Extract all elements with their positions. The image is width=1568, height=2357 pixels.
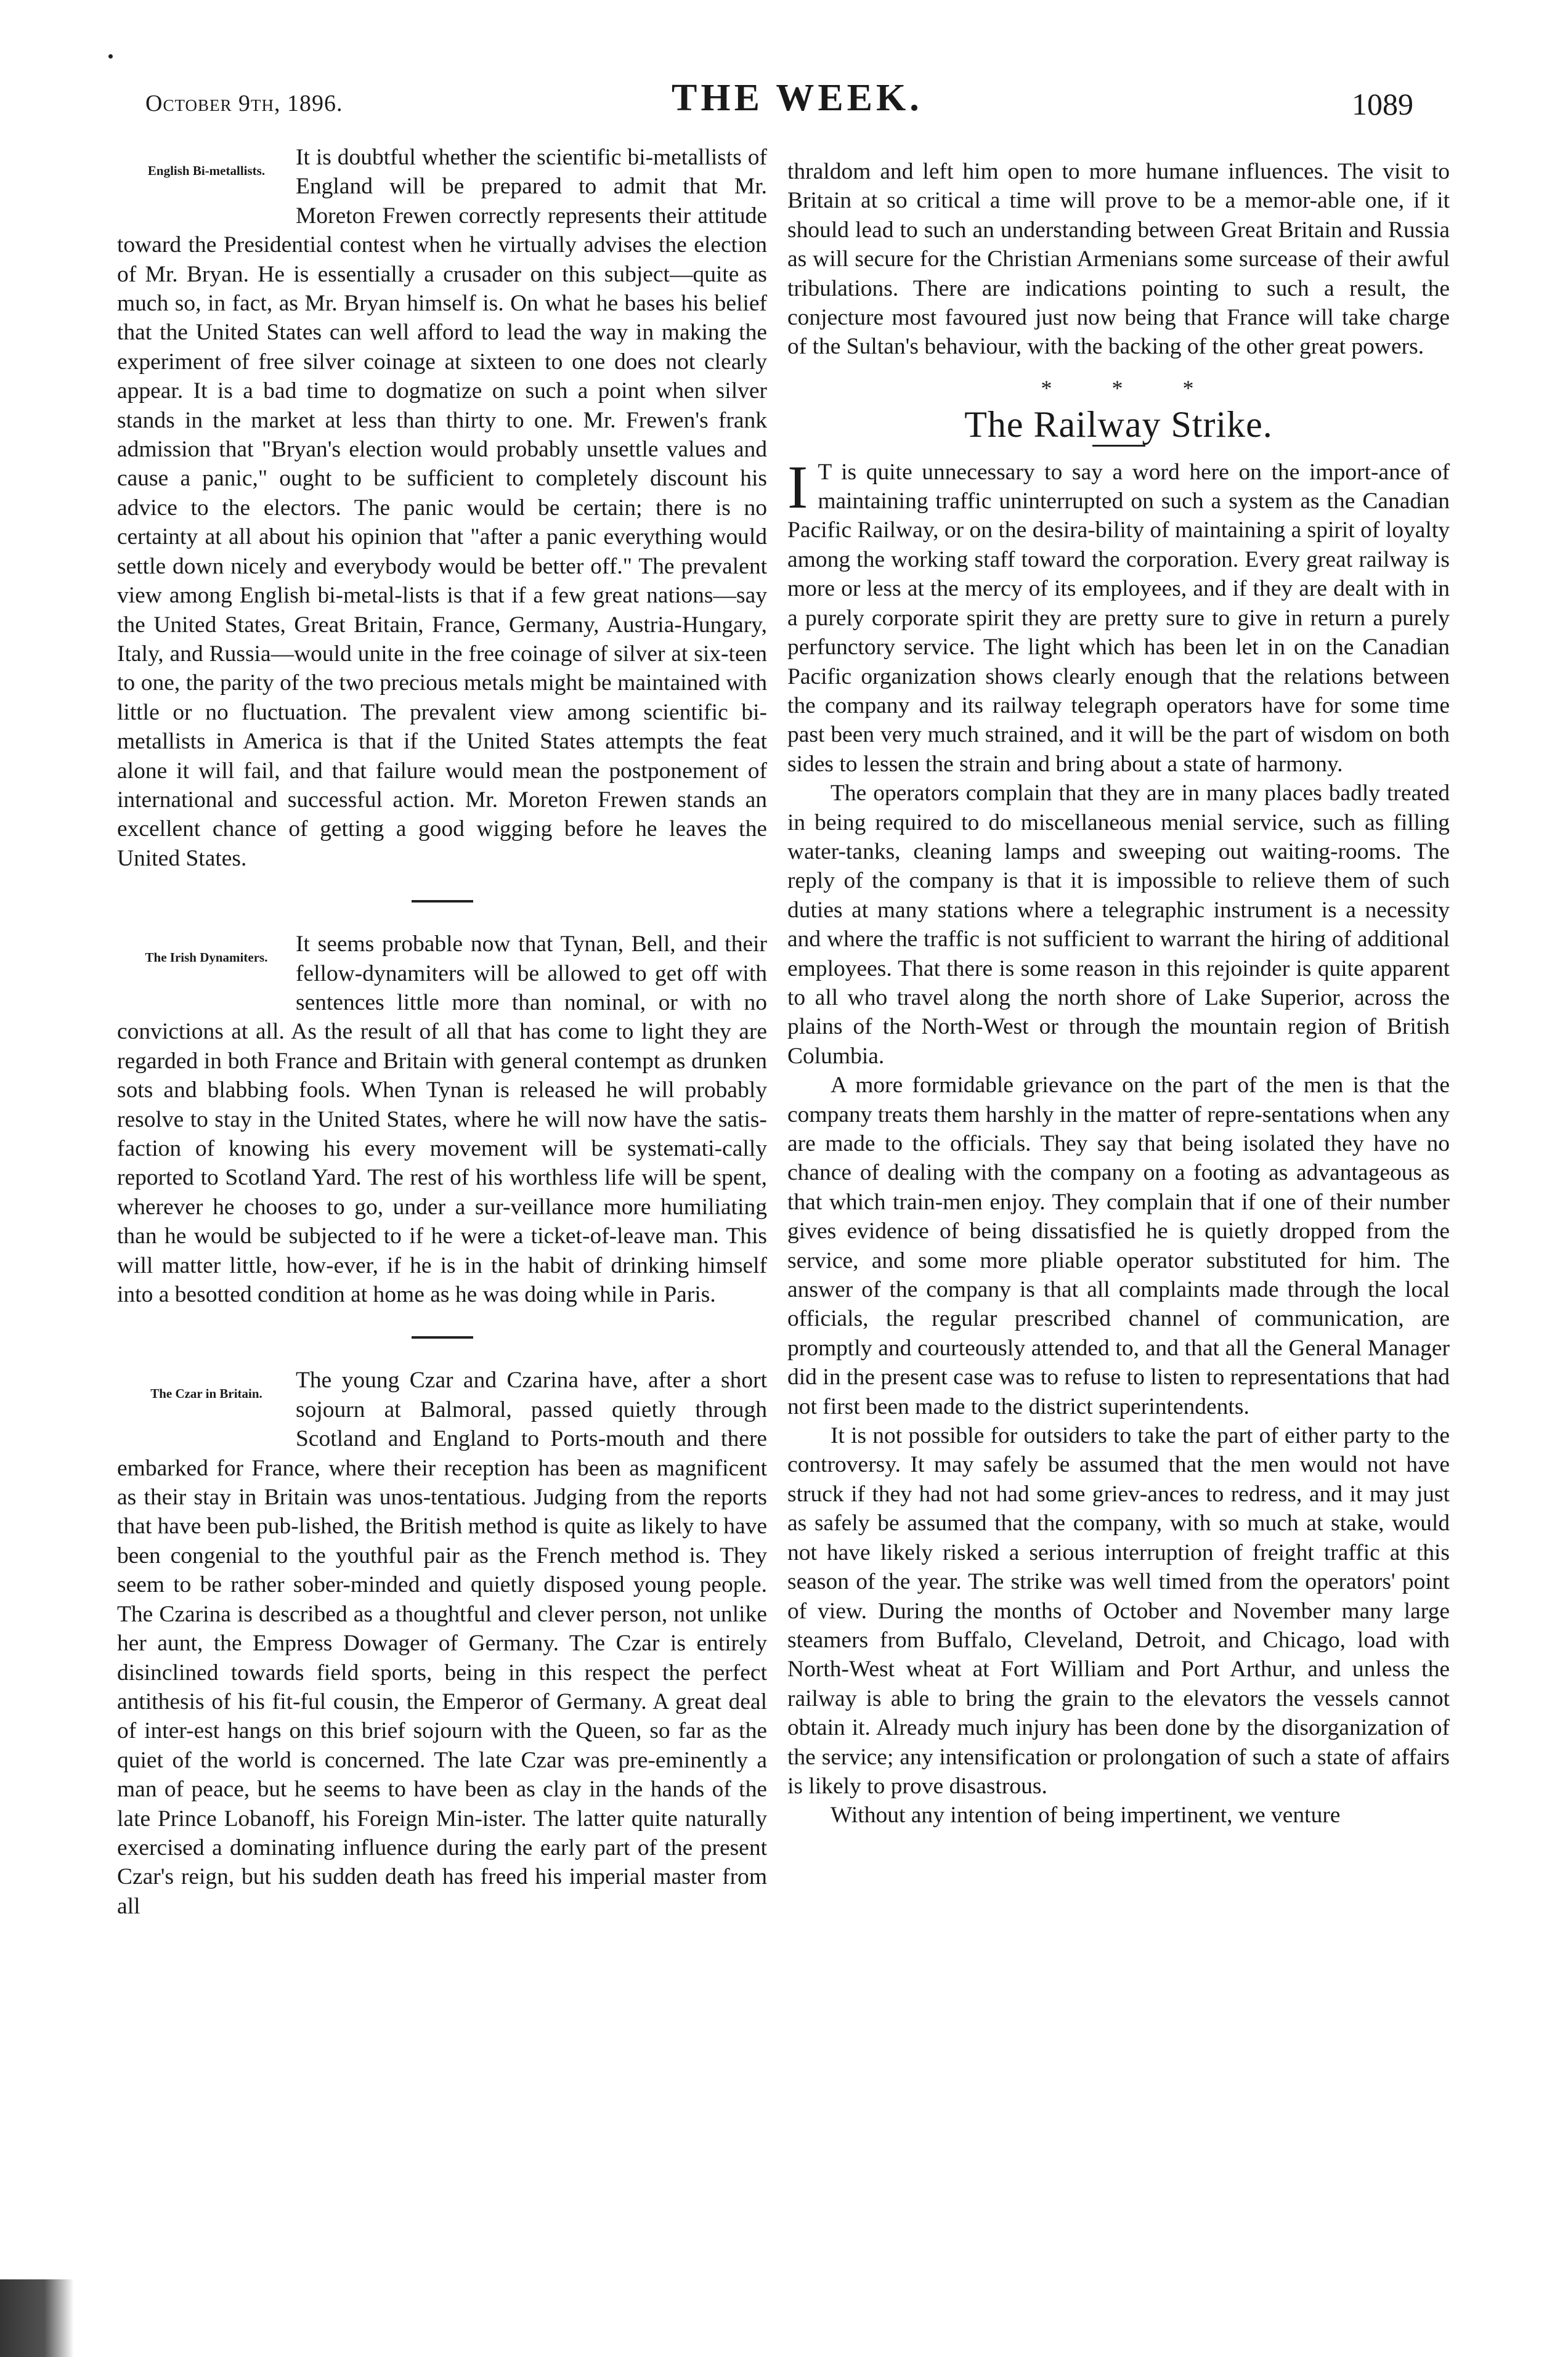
paragraph-text: T is quite unnecessary to say a word here on the import-ance of maintaining traffic uninterrupted on such a system as the Canadian Pacific Railway, or on the desira-bility of maintaining a spirit of loyalty among the working staff toward the corporation. Every great railway is more or less at the mercy of its employees, and if they are dealt with in a purely corporate spirit they are pretty sure to give in return a purely perfunctory service. The light which has been let in on the Canadian Pacific organization shows clearly enough that the relations between the company and its railway telegraph operators have for some time past been very much strained, and it will be the part of wisdom on both sides to lessen the strain and bring about a state of harmony. — [787, 459, 1450, 777]
side-heading-english-bimetallists: English Bi-metallists. — [147, 163, 266, 178]
article-body: The young Czar and Czarina have, after a short sojourn at Balmoral, passed quietly through Scotland and England to Ports-mouth and there embarked for France, where their reception has been as magnificent as their stay in Britain was unos-tentatious. Judging from the reports that have been pub-lished, the British method is quite as likely to have been congenial to the youthful pair as the French method is. They seem to be rather sober-minded and quietly disposed young people. The Czarina is described as a thoughtful and clever person, not unlike her aunt, the Empress Dowager of Germany. The Czar is entirely disinclined towards field sports, being in this respect the perfect antithesis of his fit-ful cousin, the Emperor of Germany. A great deal of inter-est hangs on this brief sojourn with the Queen, so far as the quiet of the world is concerned. The late Czar was pre-eminently a man of peace, but he seems to have been as clay in the hands of the late Prince Lobanoff, his Foreign Min-ister. The latter quite naturally exercised a dominating influence during the early part of the present Czar's reign, but his sudden death has freed his imperial master from all — [117, 1368, 767, 1919]
issue-date: October 9th, 1896. — [145, 91, 343, 116]
article-body: It is doubtful whether the scientific bi-metallists of England will be prepared to admit that Mr. Moreton Frewen correctly represents their attitude toward the Presidential contest when he virtually advises the election of Mr. Bryan. He is essentially a crusader on this subject—quite as much so, in fact, as Mr. Bryan himself is. On what he bases his belief that the United States can well afford to lead the way in making the experiment of free silver coinage at sixteen to one does not clearly appear. It is a bad time to dogmatize on such a point when silver stands in the market at less than thirty to one. Mr. Frewen's frank admission that "Bryan's election would probably unsettle values and cause a panic," ought to be sufficient to completely discount his advice to the electors. The panic would be certain; there is no certainty at all about his opinion that "after a panic everything would settle down nicely and everybody would be better off." The prevalent view among English bi-metal-lists is that if a few great nations—say the United States, Great Britain, France, Germany, Austria-Hungary, Italy, and Russia—would unite in the free coinage of silver at six-teen to one, the parity of the two precious metals might be maintained with little or no fluctuation. The prevalent view among scientific bi-metallists in America is that if the United States attempts the feat alone it will fail, and that failure would mean the postponement of international and successful action. Mr. Moreton Frewen stands an excellent chance of getting a good wigging before he leaves the United States. — [117, 145, 767, 871]
drop-cap: I — [787, 452, 808, 521]
side-heading-czar-in-britain: The Czar in Britain. — [150, 1386, 262, 1402]
article-body: It seems probable now that Tynan, Bell, and their fellow-dynamiters will be allowed to get off with sentences little more than nominal, or with no convictions at all. As the result of all that has come to light they are regarded in both France and Britain with general contempt as drunken sots and blabbing fools. When Tynan is released he will probably resolve to stay in the United States, where he will now have the satis-faction of knowing his every movement will be systemati-cally reported to Scotland Yard. The rest of his worthless life will be spent, wherever he chooses to go, under a sur-veillance more humiliating than he would be subjected to if he were a ticket-of-leave man. This will matter little, how-ever, if he is in the habit of drinking himself into a besotted condition at home as he was doing while in Paris. — [117, 931, 767, 1308]
railway-paragraph-4: It is not possible for outsiders to take the part of either party to the controversy. It may safely be assumed that the men would not have struck if they had not had some griev-ances to redress, and it may just as safely be assumed that the company, with so much at stake, would not have likely risked a serious interruption of freight traffic at this season of the year. The strike was well timed from the operators' point of view. During the months of October and November many large steamers from Buffalo, Cleveland, Detroit, and Chicago, load with North-West wheat at Fort William and Port Arthur, and unless the railway is able to bring the grain to the elevators the vessels cannot obtain it. Already much injury has been done by the disorganization of the service; any intensification or prolongation of such a state of affairs is likely to prove disastrous. — [787, 1423, 1450, 1799]
section-divider — [412, 900, 473, 903]
article-czar-in-britain — [117, 1366, 767, 1921]
right-column — [787, 157, 1450, 1830]
section-divider — [412, 1336, 473, 1339]
side-heading-irish-dynamiters: The Irish Dynamiters. — [145, 950, 268, 965]
railway-paragraph-5: Without any intention of being impertinent, we venture — [831, 1803, 1341, 1828]
heading-rule — [1092, 445, 1145, 447]
railway-paragraph-3: A more formidable grievance on the part of the men is that the company treats them harshly in the matter of repre-sentations when any are made to the officials. They say that being isolated they have no chance of dealing with the company on a footing as advantageous as that which train-men enjoy. They complain that if one of their number gives evidence of being dissatisfied he is quietly dropped from the service, and some more pliable operator substituted for him. The answer of the company is that all complaints made through the local officials, the regular prescribed channel of communication, are promptly and courteously attended to, and that all the General Manager did in the present case was to refuse to listen to representations that had not first been made to the district superintendents. — [787, 1073, 1450, 1419]
ink-spot — [108, 54, 113, 59]
railway-paragraph-2: The operators complain that they are in many places badly treated in being required to do miscellaneous menial service, such as filling water-tanks, cleaning lamps and sweeping out waiting-rooms. The reply of the company is that it is impossible to relieve them of such duties at many stations where a telegraphic instrument is a necessity and where the traffic is not sufficient to warrant the hiring of additional employees. That there is some reason in this rejoinder is quite apparent to all who travel along the north shore of Lake Superior, across the plains of the North-West or through the mountain region of British Columbia. — [787, 781, 1450, 1069]
article-english-bimetallists — [117, 143, 767, 873]
railway-strike-heading: The Railway Strike. — [964, 404, 1273, 445]
left-column — [117, 143, 767, 1921]
railway-paragraph-1 — [787, 452, 1450, 779]
masthead-title: THE WEEK. — [672, 77, 923, 119]
scan-edge-shadow — [0, 2279, 74, 2357]
section-stars: * * * — [1041, 375, 1221, 400]
page-number: 1089 — [1352, 87, 1413, 121]
czar-article-continuation: thraldom and left him open to more humane influences. The visit to Britain at so critical a time will prove to be a memor-able one, if it should lead to such an understanding between Great Britain and Russia as will secure for the Christian Armenians some surcease of their awful tribulations. There are indications pointing to such a result, the conjecture most favoured just now being that France will take charge of the Sultan's behaviour, with the backing of the other great powers. — [787, 159, 1450, 360]
article-irish-dynamiters — [117, 930, 767, 1309]
